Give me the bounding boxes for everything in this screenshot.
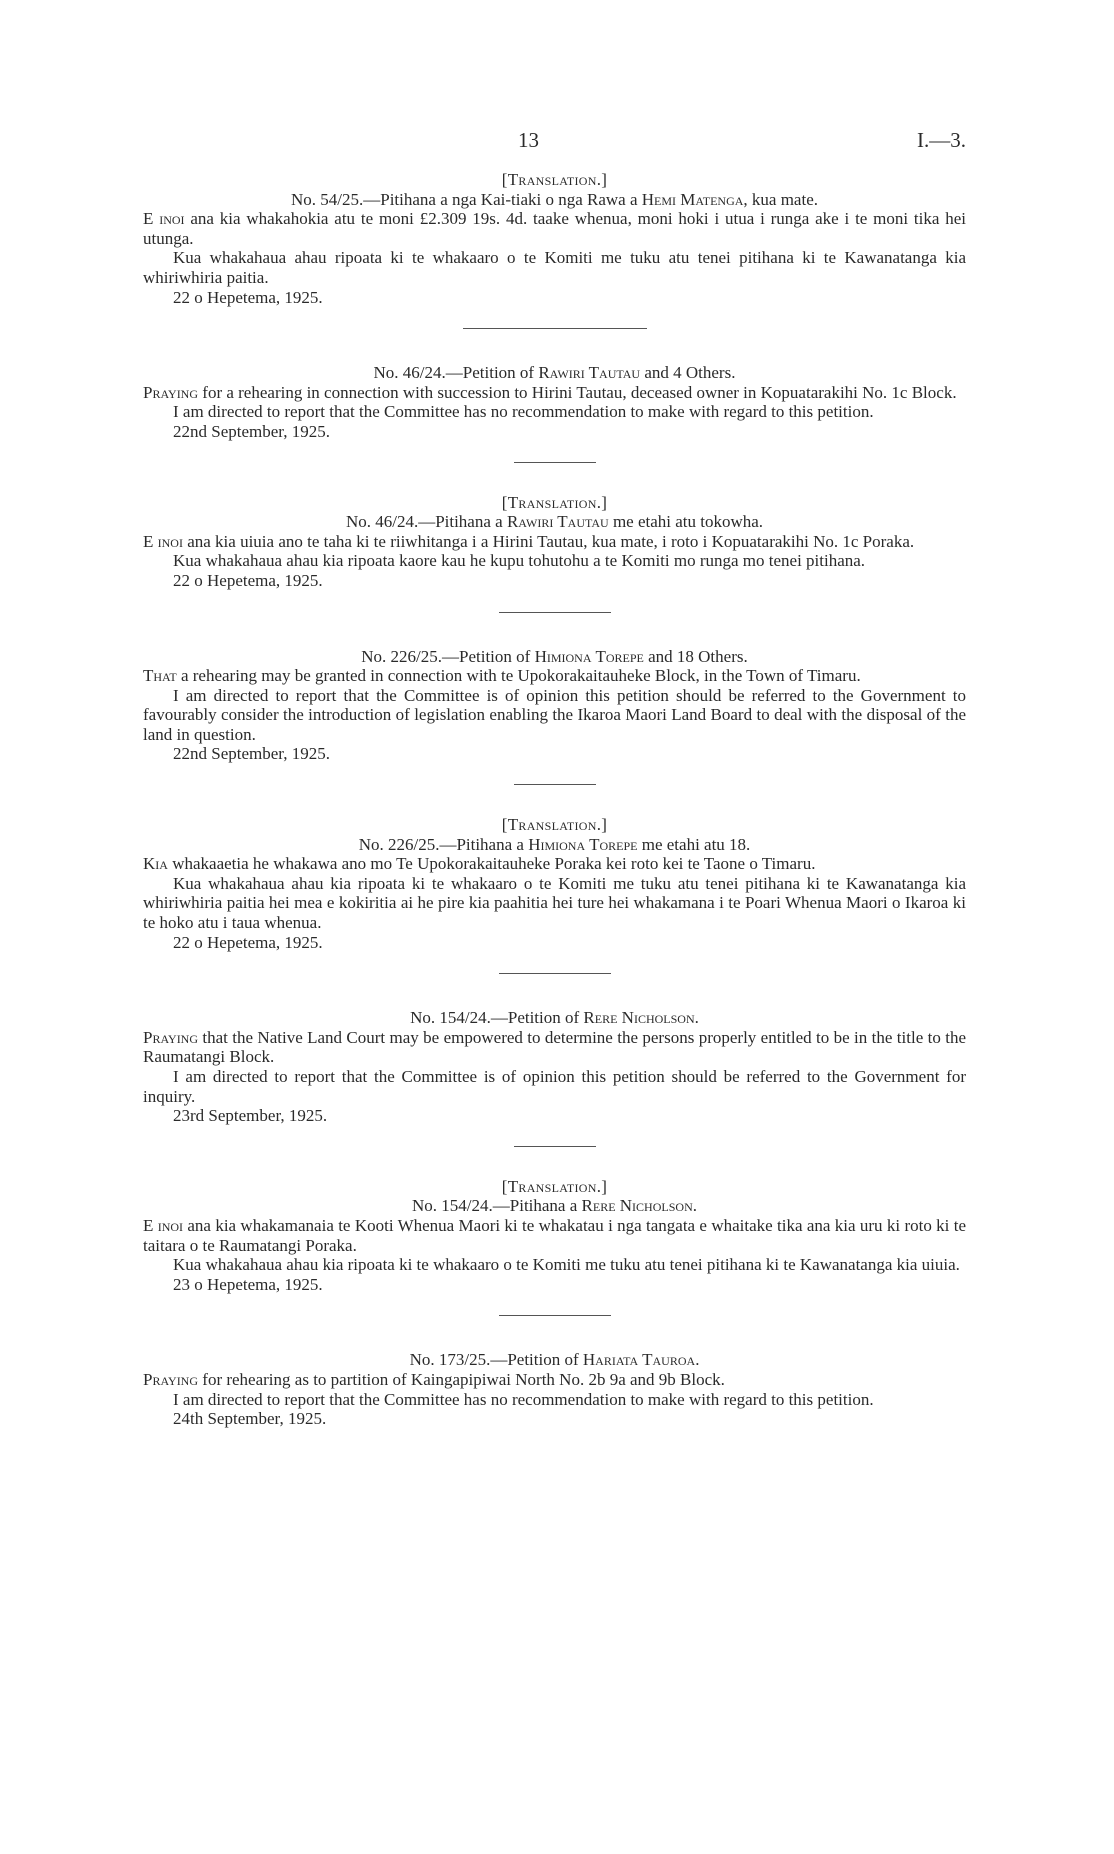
petition-section xyxy=(143,1177,966,1295)
lead-word: E inoi xyxy=(143,531,183,551)
prayer-text: ana kia whakamanaia te Kooti Whenua Maori ki te whakatau i nga tangata e whaitake tika ana kia uru ki roto ki te taitara o te Raumatangi Poraka. xyxy=(143,1215,966,1255)
report-date: 22 o Hepetema, 1925. xyxy=(173,287,323,307)
title-text: , kua mate. xyxy=(743,189,818,209)
petitioner-name: Rawiri Tautau xyxy=(538,363,641,383)
committee-report: Kua whakahaua ahau kia ripoata ki te whakaaro o te Komiti me tuku atu tenei pitihana ki te Kawanatanga kia whiriwhiria paitia hei mea e kokiritia ai he pire kia paahitia hei ture hei whakamana i te Poari Whenua Maori o Ikaroa ki te hoko atu i taua whenua. xyxy=(143,873,966,933)
petition-title xyxy=(143,1008,966,1028)
page-number: 13 xyxy=(518,128,539,152)
title-text: me etahi atu tokowha. xyxy=(608,512,764,532)
petition-title xyxy=(143,1196,966,1216)
lead-word: E inoi xyxy=(143,1215,184,1235)
petition-prayer xyxy=(143,1216,966,1255)
report-date: 22nd September, 1925. xyxy=(173,744,331,764)
title-text: . xyxy=(694,1008,699,1028)
lead-word: Praying xyxy=(143,382,199,402)
petition-prayer xyxy=(143,532,966,552)
title-text: No. 46/24.—Pitihana a xyxy=(345,512,507,532)
lead-word: That xyxy=(143,666,177,686)
petition-title xyxy=(143,647,966,667)
committee-report: I am directed to report that the Committee is of opinion this petition should be referred to the Government for inquiry. xyxy=(143,1067,966,1106)
petition-section xyxy=(143,363,966,441)
lead-word: Praying xyxy=(143,1369,199,1389)
title-text: . xyxy=(692,1196,697,1216)
petition-prayer xyxy=(143,383,966,403)
translation-label: [Translation.] xyxy=(501,815,608,835)
section-divider xyxy=(514,784,596,785)
petition-title xyxy=(143,835,966,855)
petitioner-name: Rawiri Tautau xyxy=(506,512,609,532)
report-date: 22 o Hepetema, 1925. xyxy=(173,570,323,590)
lead-word: Kia xyxy=(143,854,168,874)
petition-title xyxy=(143,1350,966,1370)
prayer-text: ana kia whakahokia atu te moni £2.309 19s. 4d. taake whenua, moni hoki i utua i runga ake i te moni tika hei utunga. xyxy=(143,209,966,248)
page-header xyxy=(0,128,1114,158)
committee-report: I am directed to report that the Committee is of opinion this petition should be referred to the Government to favourably consider the introduction of legislation enabling the Ikaroa Maori Land Board to deal with the disposal of the land in question. xyxy=(143,685,966,744)
petition-prayer xyxy=(143,666,966,686)
title-text: No. 54/25.—Pitihana a nga Kai-tiaki o nga Rawa a xyxy=(290,189,642,209)
committee-report: Kua whakahaua ahau kia ripoata kaore kau he kupu tohutohu a te Komiti mo runga mo tenei pitihana. xyxy=(173,551,866,571)
document-body xyxy=(143,170,966,1429)
petition-section xyxy=(143,815,966,952)
title-text: No. 154/24.—Pitihana a xyxy=(412,1196,582,1216)
prayer-text: whakaaetia he whakawa ano mo Te Upokorakaitauheke Poraka kei roto kei te Taone o Timaru. xyxy=(167,854,816,874)
lead-word: Praying xyxy=(143,1027,199,1047)
prayer-text: a rehearing may be granted in connection with te Upokorakaitauheke Block, in the Town of Timaru. xyxy=(176,666,861,686)
document-reference: I.—3. xyxy=(917,128,966,152)
report-date: 22 o Hepetema, 1925. xyxy=(173,932,323,952)
petitioner-name: Rere Nicholson xyxy=(583,1008,695,1028)
report-date: 22nd September, 1925. xyxy=(173,421,331,441)
section-divider xyxy=(499,973,611,974)
petition-prayer xyxy=(143,854,966,874)
translation-label: [Translation.] xyxy=(501,492,608,512)
petitioner-name: Rere Nicholson xyxy=(581,1196,693,1216)
petitioner-name: Hemi Matenga xyxy=(641,189,744,209)
report-date: 24th September, 1925. xyxy=(173,1409,327,1429)
section-divider xyxy=(499,1315,611,1316)
petition-section xyxy=(143,1350,966,1428)
petition-section xyxy=(143,493,966,591)
petitioner-name: Himiona Torepe xyxy=(534,646,644,666)
title-text: No. 226/25.—Petition of xyxy=(361,646,535,666)
title-text: and 4 Others. xyxy=(640,363,736,383)
title-text: No. 154/24.—Petition of xyxy=(410,1008,584,1028)
title-text: . xyxy=(695,1350,700,1370)
section-divider xyxy=(514,1146,596,1147)
petition-title xyxy=(143,190,966,210)
section-divider xyxy=(463,328,647,329)
committee-report: I am directed to report that the Committee has no recommendation to make with regard to this petition. xyxy=(173,1389,874,1409)
prayer-text: for rehearing as to partition of Kaingapipiwai North No. 2b 9a and 9b Block. xyxy=(198,1369,725,1389)
petition-prayer xyxy=(143,209,966,248)
translation-label: [Translation.] xyxy=(501,170,608,189)
report-date: 23 o Hepetema, 1925. xyxy=(173,1274,323,1294)
petition-title xyxy=(143,363,966,383)
section-divider xyxy=(514,462,596,463)
petitioner-name: Himiona Torepe xyxy=(528,834,638,854)
petition-section xyxy=(143,647,966,765)
petition-section xyxy=(143,170,966,307)
prayer-text: ana kia uiuia ano te taha ki te riiwhitanga i a Hirini Tautau, kua mate, i roto i Kopuatarakihi No. 1c Poraka. xyxy=(182,531,915,551)
lead-word: E inoi xyxy=(143,209,185,229)
prayer-text: that the Native Land Court may be empowered to determine the persons properly entitled to be in the title to the Raumatangi Block. xyxy=(143,1027,966,1067)
title-text: and 18 Others. xyxy=(643,646,748,666)
petition-title xyxy=(143,512,966,532)
title-text: me etahi atu 18. xyxy=(637,834,751,854)
petitioner-name: Hariata Tauroa xyxy=(582,1350,696,1370)
title-text: No. 226/25.—Pitihana a xyxy=(358,834,529,854)
prayer-text: for a rehearing in connection with succession to Hirini Tautau, deceased owner in Kopuatarakihi No. 1c Block. xyxy=(198,382,957,402)
committee-report: Kua whakahaua ahau ripoata ki te whakaaro o te Komiti me tuku atu tenei pitihana ki te Kawanatanga kia whiriwhiria paitia. xyxy=(143,248,966,287)
petition-prayer xyxy=(143,1028,966,1067)
title-text: No. 173/25.—Petition of xyxy=(409,1350,583,1370)
translation-label: [Translation.] xyxy=(501,1176,608,1196)
section-divider xyxy=(499,612,611,613)
committee-report: Kua whakahaua ahau kia ripoata ki te whakaaro o te Komiti me tuku atu tenei pitihana ki te Kawanatanga kia uiuia. xyxy=(173,1255,960,1275)
petition-section xyxy=(143,1008,966,1126)
title-text: No. 46/24.—Petition of xyxy=(373,363,539,383)
committee-report: I am directed to report that the Committee has no recommendation to make with regard to this petition. xyxy=(173,402,874,422)
petition-prayer xyxy=(143,1370,966,1390)
report-date: 23rd September, 1925. xyxy=(173,1106,328,1126)
